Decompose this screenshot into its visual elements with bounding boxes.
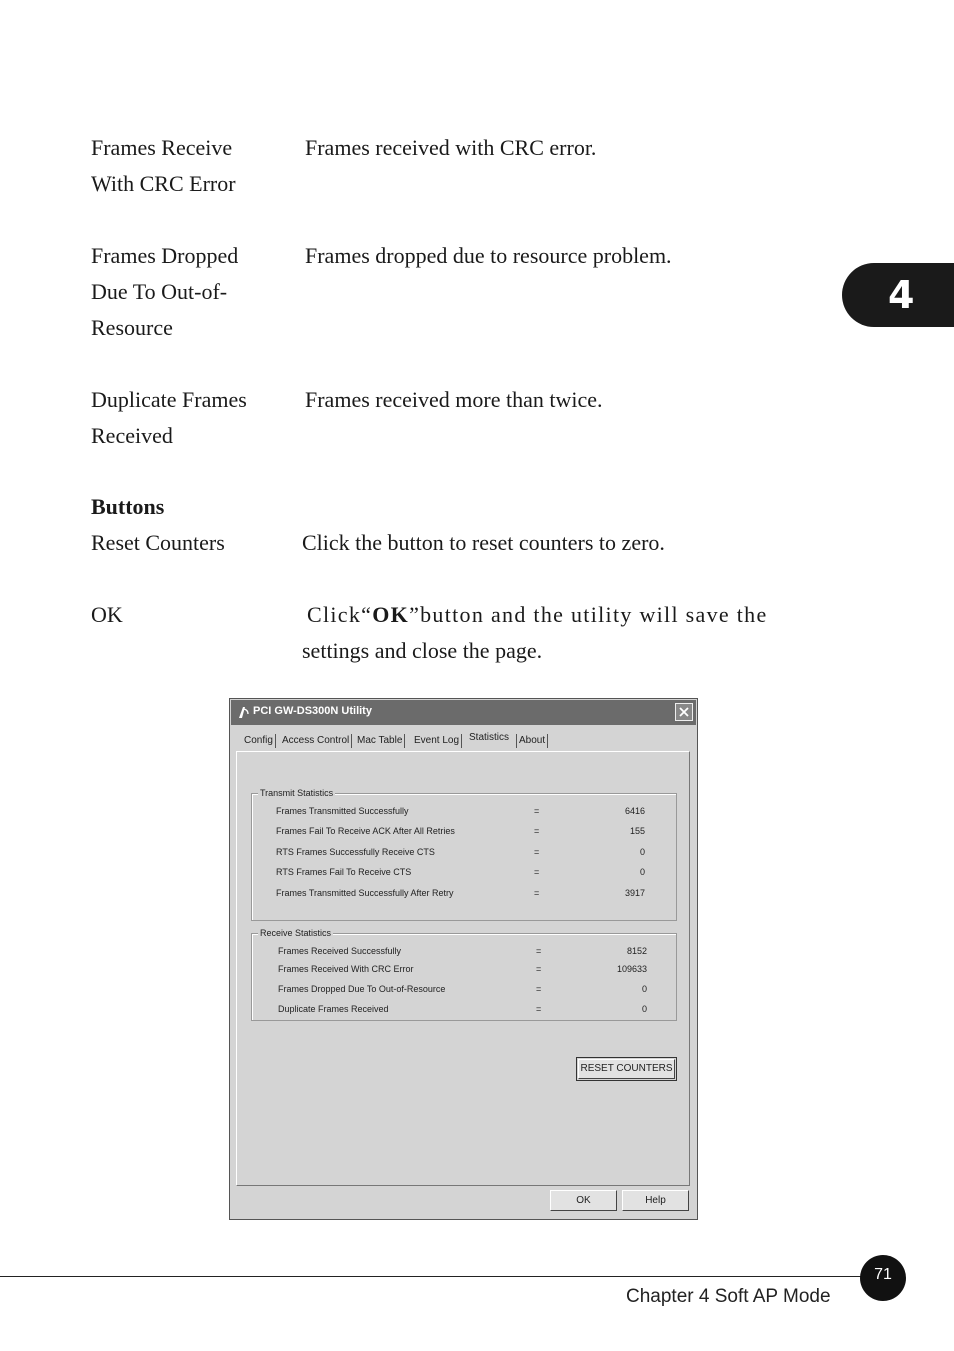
row-value: 8152	[626, 946, 647, 956]
row-equals: =	[534, 806, 540, 816]
row-label: RTS Frames Fail To Receive CTS	[276, 867, 412, 877]
chapter-tab: 4	[842, 263, 954, 327]
row-equals: =	[536, 946, 542, 956]
transmit-statistics-title: Transmit Statistics	[260, 788, 334, 798]
desc-crc: Frames received with CRC error.	[305, 135, 597, 160]
row-value: 0	[639, 847, 645, 857]
term-crc-line1: Frames Receive	[91, 135, 233, 160]
row-value: 0	[641, 1004, 647, 1014]
row-value: 109633	[616, 964, 647, 974]
dialog-titlebar	[231, 700, 696, 725]
row-equals: =	[534, 867, 540, 877]
term-dropped-line2: Due To Out-of-	[91, 279, 228, 304]
row-label: Frames Transmitted Successfully	[276, 806, 409, 816]
row-equals: =	[534, 847, 540, 857]
term-dropped-line1: Frames Dropped	[91, 243, 239, 268]
desc-duplicate: Frames received more than twice.	[305, 387, 603, 412]
buttons-heading: Buttons	[91, 494, 165, 519]
tab-mac-table[interactable]: Mac Table	[357, 734, 405, 748]
row-value: 155	[629, 826, 645, 836]
desc-ok-bold: OK	[372, 602, 410, 627]
row-value: 3917	[624, 888, 645, 898]
row-label: Frames Dropped Due To Out-of-Resource	[278, 984, 446, 994]
tab-event-log[interactable]: Event Log	[414, 734, 462, 748]
footer-rule	[0, 1276, 866, 1277]
transmit-statistics-group	[251, 788, 677, 921]
row-label: Frames Received Successfully	[278, 946, 402, 956]
page-number: 71	[860, 1255, 906, 1301]
row-equals: =	[536, 1004, 542, 1014]
row-equals: =	[536, 984, 542, 994]
row-equals: =	[534, 826, 540, 836]
receive-statistics-title: Receive Statistics	[260, 928, 332, 938]
dialog-title: PCI GW-DS300N Utility	[253, 705, 372, 717]
reset-counters-button[interactable]: RESET COUNTERS	[578, 1059, 675, 1079]
footer-chapter-label: Chapter 4 Soft AP Mode	[626, 1286, 831, 1307]
term-duplicate-line1: Duplicate Frames	[91, 387, 247, 412]
desc-ok-line2: settings and close the page.	[302, 638, 543, 663]
tab-about[interactable]: About	[516, 734, 548, 748]
desc-ok-prefix: Click“	[307, 602, 373, 627]
tab-config[interactable]: Config	[244, 734, 276, 748]
term-dropped-line3: Resource	[91, 315, 173, 340]
row-equals: =	[536, 964, 542, 974]
term-reset-counters: Reset Counters	[91, 530, 225, 555]
close-button[interactable]	[675, 703, 693, 721]
tab-access-control[interactable]: Access Control	[282, 734, 352, 748]
desc-ok-suffix: ”button and the utility will save the	[409, 602, 768, 627]
antenna-icon	[236, 705, 250, 719]
desc-ok-line1	[307, 597, 768, 633]
row-label: Frames Received With CRC Error	[278, 964, 414, 974]
row-label: RTS Frames Successfully Receive CTS	[276, 847, 435, 857]
row-value: 6416	[624, 806, 645, 816]
ok-button[interactable]: OK	[550, 1190, 617, 1211]
term-crc-line2: With CRC Error	[91, 171, 236, 196]
receive-statistics-group	[251, 928, 677, 1021]
row-label: Duplicate Frames Received	[278, 1004, 389, 1014]
row-label: Frames Fail To Receive ACK After All Retries	[276, 826, 455, 836]
row-label: Frames Transmitted Successfully After Retry	[276, 888, 454, 898]
row-value: 0	[639, 867, 645, 877]
close-icon	[678, 706, 690, 718]
desc-dropped: Frames dropped due to resource problem.	[305, 243, 672, 268]
term-ok: OK	[91, 602, 123, 627]
statistics-panel	[236, 751, 690, 1186]
tab-statistics[interactable]: Statistics	[469, 732, 510, 743]
row-value: 0	[641, 984, 647, 994]
row-equals: =	[534, 888, 540, 898]
term-duplicate-line2: Received	[91, 423, 173, 448]
help-button[interactable]: Help	[622, 1190, 689, 1211]
desc-reset-counters: Click the button to reset counters to zero.	[302, 530, 665, 555]
utility-dialog	[229, 698, 698, 1220]
